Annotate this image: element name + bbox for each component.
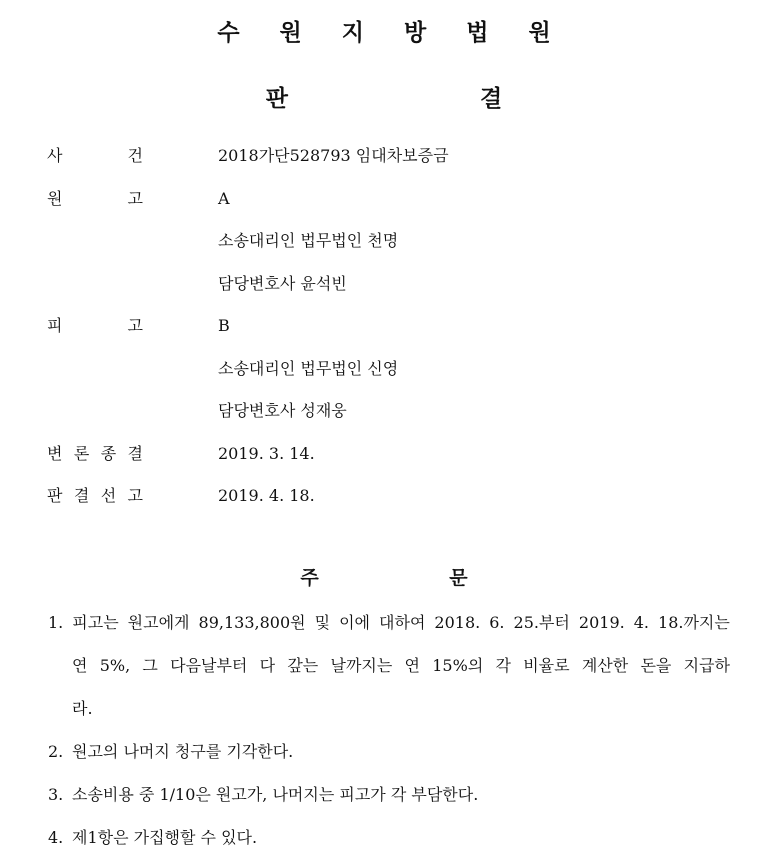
document-type: 판 결 xyxy=(265,86,595,112)
plaintiff-row xyxy=(0,186,768,229)
order-item-2: 2. 원고의 나머지 청구를 기각한다. xyxy=(48,739,730,782)
defendant-attorney-row xyxy=(0,398,768,441)
court-name: 수 원 지 방 법 원 xyxy=(217,20,567,46)
order-item-number: 3. xyxy=(48,785,64,804)
judgment-date: 2019. 4. 18. xyxy=(218,486,315,505)
order-item-number: 4. xyxy=(48,828,64,847)
defendant-name: B xyxy=(218,316,230,335)
case-number: 2018가단528793 임대차보증금 xyxy=(218,146,449,165)
order-list xyxy=(48,610,730,868)
order-item-1-line-1: 1. 피고는 원고에게 89,133,800원 및 이에 대하여 2018. 6. 25.부터 2019. 4. 18.까지는 xyxy=(48,610,730,653)
plaintiff-counsel-row xyxy=(0,228,768,271)
defendant-row xyxy=(0,313,768,356)
order-item-number: 2. xyxy=(48,742,64,761)
plaintiff-name: A xyxy=(218,188,230,208)
order-item-3: 3. 소송비용 중 1/10은 원고가, 나머지는 피고가 각 부담한다. xyxy=(48,782,730,825)
order-item-4: 4. 제1항은 가집행할 수 있다. xyxy=(48,825,730,868)
case-label: 사 건 xyxy=(47,146,143,165)
hearing-closed-date: 2019. 3. 14. xyxy=(218,443,315,463)
plaintiff-attorney-row xyxy=(0,271,768,314)
judgment-date-label: 판 결 선 고 xyxy=(47,486,143,505)
defendant-label: 피 고 xyxy=(47,316,143,335)
defendant-counsel: 소송대리인 법무법인 신영 xyxy=(218,358,399,378)
order-item-1-line-3: 라. xyxy=(72,699,93,718)
plaintiff-counsel: 소송대리인 법무법인 천명 xyxy=(218,231,399,250)
judgment-date-row xyxy=(0,483,768,526)
order-item-1-line-2: 연 5%, 그 다음날부터 다 갚는 날까지는 연 15%의 각 비율로 계산한 돈을 지급하 xyxy=(72,656,730,675)
order-item-number: 1. xyxy=(48,613,64,632)
party-info xyxy=(0,143,768,526)
case-row xyxy=(0,143,768,186)
hearing-closed-label: 변 론 종 결 xyxy=(47,443,143,463)
defendant-counsel-row xyxy=(0,356,768,399)
order-title: 주 문 xyxy=(300,567,530,589)
plaintiff-label: 원 고 xyxy=(47,188,143,208)
hearing-closed-row xyxy=(0,441,768,484)
plaintiff-attorney: 담당변호사 윤석빈 xyxy=(218,273,347,293)
defendant-attorney: 담당변호사 성재웅 xyxy=(218,401,347,420)
